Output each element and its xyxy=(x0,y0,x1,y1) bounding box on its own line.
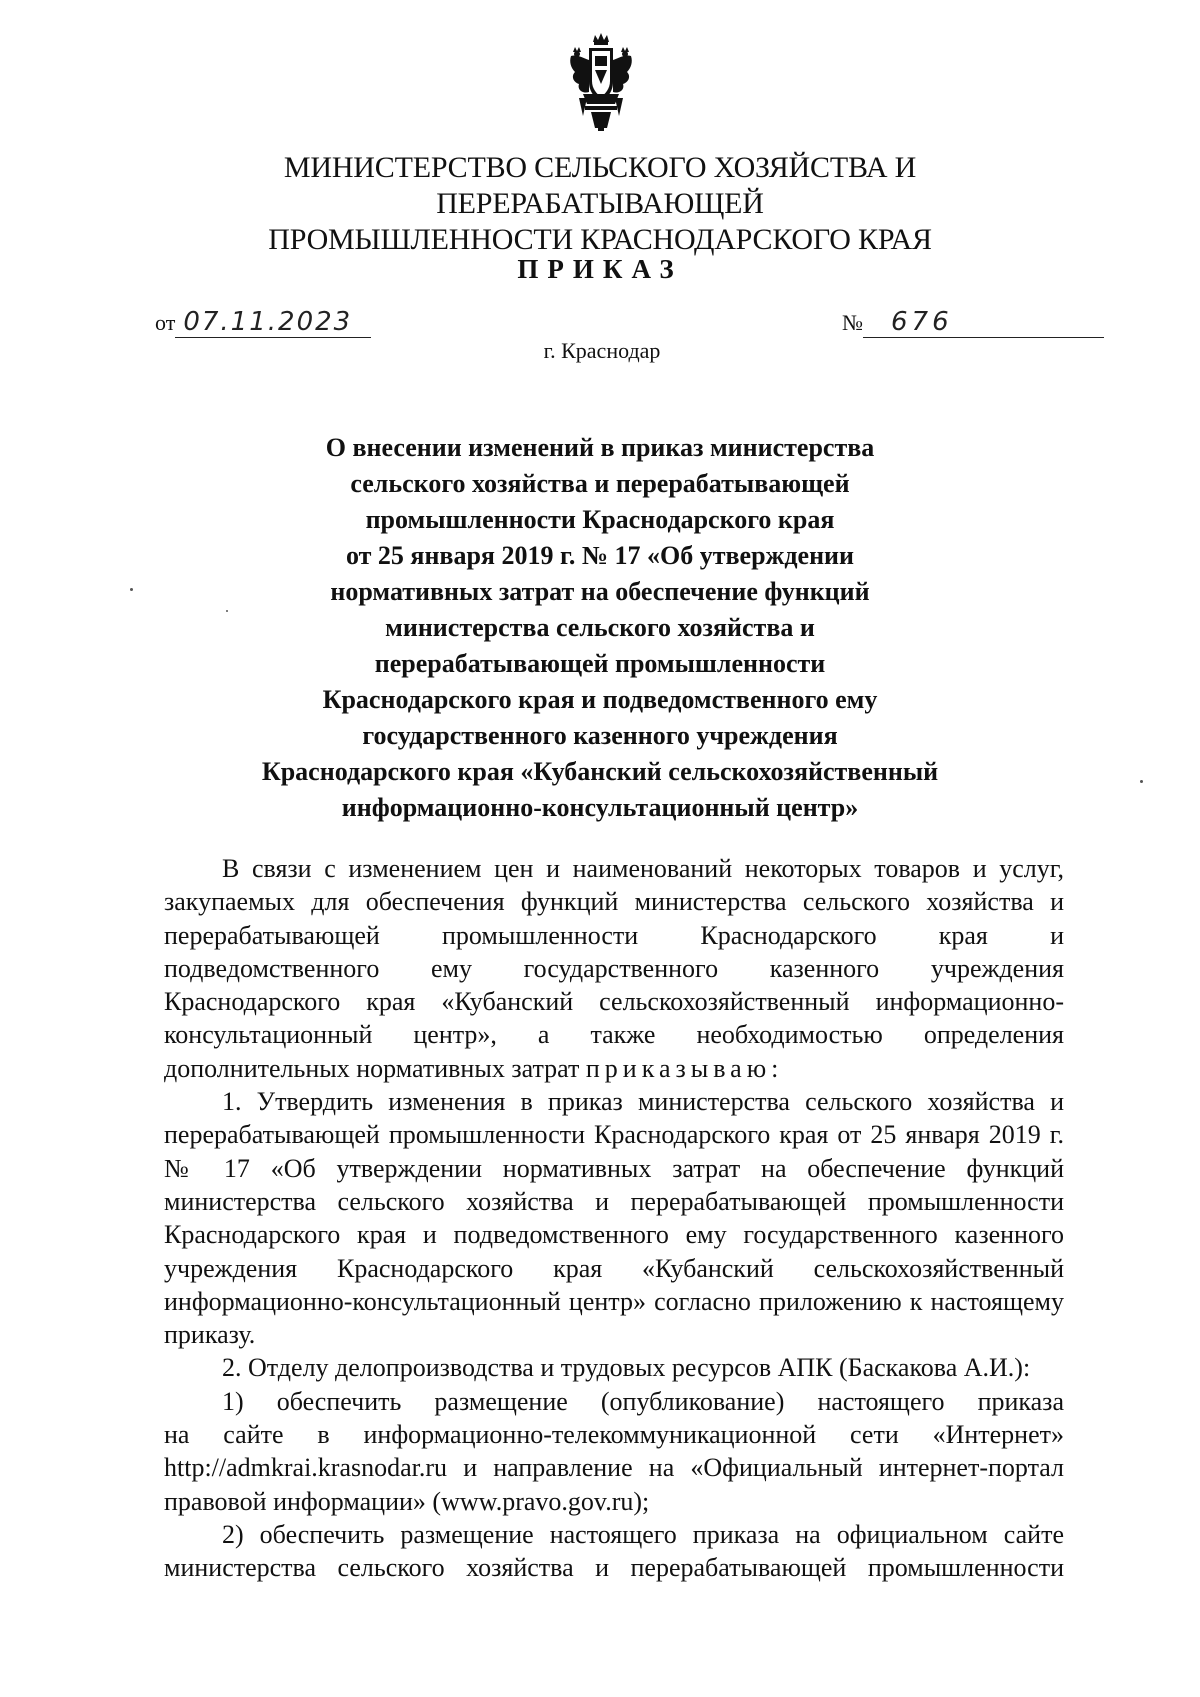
order-subject xyxy=(200,430,1000,826)
body-line: http://admkrai.krasnodar.ru и направление на «Официальный интернет-портал xyxy=(164,1453,1064,1483)
body-line: информационно-консультационный центр» согласно приложению к настоящему xyxy=(164,1286,1064,1316)
number-prefix: № xyxy=(842,310,863,335)
subject-line: государственного казенного учреждения xyxy=(362,721,838,750)
body-line: на сайте в информационно-телекоммуникационной сети «Интернет» xyxy=(164,1420,1064,1450)
scan-speck xyxy=(226,610,228,612)
subject-line: сельского хозяйства и перерабатывающей xyxy=(350,469,850,498)
body-line: 2) обеспечить размещение настоящего приказа на официальном сайте xyxy=(222,1519,1064,1549)
date-handwritten: 07.11.2023 xyxy=(175,307,371,338)
scan-speck xyxy=(130,588,133,591)
subject-line: перерабатывающей промышленности xyxy=(374,649,826,678)
body-line: правовой информации» (www.pravo.gov.ru); xyxy=(164,1486,650,1516)
body-line: перерабатывающей промышленности Краснодарского края от 25 января 2019 г. xyxy=(164,1120,1064,1150)
ministry-name xyxy=(120,150,1080,258)
city: г. Краснодар xyxy=(543,338,661,363)
body-line: приказу. xyxy=(164,1320,256,1350)
body-line: министерства сельского хозяйства и перерабатывающей промышленности xyxy=(164,1186,1064,1216)
subject-line: информационно-консультационный центр» xyxy=(341,793,859,822)
body-line: В связи с изменением цен и наименований некоторых товаров и услуг, xyxy=(222,854,1064,883)
body-line: 2. Отделу делопроизводства и трудовых ресурсов АПК (Баскакова А.И.): xyxy=(222,1353,1031,1383)
subject-line: нормативных затрат на обеспечение функций xyxy=(330,577,870,606)
body-line: консультационный центр», а также необходимостью определения xyxy=(164,1020,1064,1050)
subject-line: министерства сельского хозяйства и xyxy=(385,613,815,642)
body-line: Краснодарского края и подведомственного ему государственного казенного xyxy=(164,1220,1064,1250)
subject-line: промышленности Краснодарского края xyxy=(365,505,835,534)
body-line: Краснодарского края «Кубанский сельскохозяйственный информационно- xyxy=(164,987,1064,1017)
body-line: подведомственного ему государственного казенного учреждения xyxy=(164,953,1064,983)
order-date xyxy=(155,307,371,338)
body-line: 1. Утвердить изменения в приказ министерства сельского хозяйства и xyxy=(222,1087,1064,1117)
order-verb-spaced: приказываю: xyxy=(585,1053,784,1083)
coat-of-arms-icon xyxy=(565,32,637,132)
body-line: учреждения Краснодарского края «Кубанский сельскохозяйственный xyxy=(164,1253,1064,1283)
document-type-title: ПРИКАЗ xyxy=(517,254,683,284)
city-line xyxy=(0,338,1200,364)
number-handwritten: 676 xyxy=(863,307,1104,338)
ministry-line: МИНИСТЕРСТВО СЕЛЬСКОГО ХОЗЯЙСТВА И ПЕРЕРАБАТЫВАЮЩЕЙ xyxy=(283,151,917,220)
subject-line: от 25 января 2019 г. № 17 «Об утверждении xyxy=(345,541,855,570)
body-line: № 17 «Об утверждении нормативных затрат на обеспечение функций xyxy=(164,1153,1064,1183)
body-line: перерабатывающей промышленности Краснодарского края и xyxy=(164,920,1064,950)
order-number xyxy=(842,307,1104,338)
subject-line: Краснодарского края «Кубанский сельскохозяйственный xyxy=(261,757,939,786)
body-line xyxy=(164,1052,1064,1085)
body-line: 1) обеспечить размещение (опубликование) настоящего приказа xyxy=(222,1386,1064,1416)
ministry-line: ПРОМЫШЛЕННОСТИ КРАСНОДАРСКОГО КРАЯ xyxy=(268,223,932,256)
scan-speck xyxy=(1140,780,1143,783)
order-body xyxy=(164,852,1064,1585)
body-line: министерства сельского хозяйства и перерабатывающей промышленности xyxy=(164,1553,1064,1583)
body-line: закупаемых для обеспечения функций министерства сельского хозяйства и xyxy=(164,887,1064,917)
date-prefix: от xyxy=(155,310,176,335)
subject-line: Краснодарского края и подведомственного ему xyxy=(322,685,878,714)
subject-line: О внесении изменений в приказ министерства xyxy=(325,433,875,462)
body-text: дополнительных нормативных затрат xyxy=(164,1053,580,1083)
